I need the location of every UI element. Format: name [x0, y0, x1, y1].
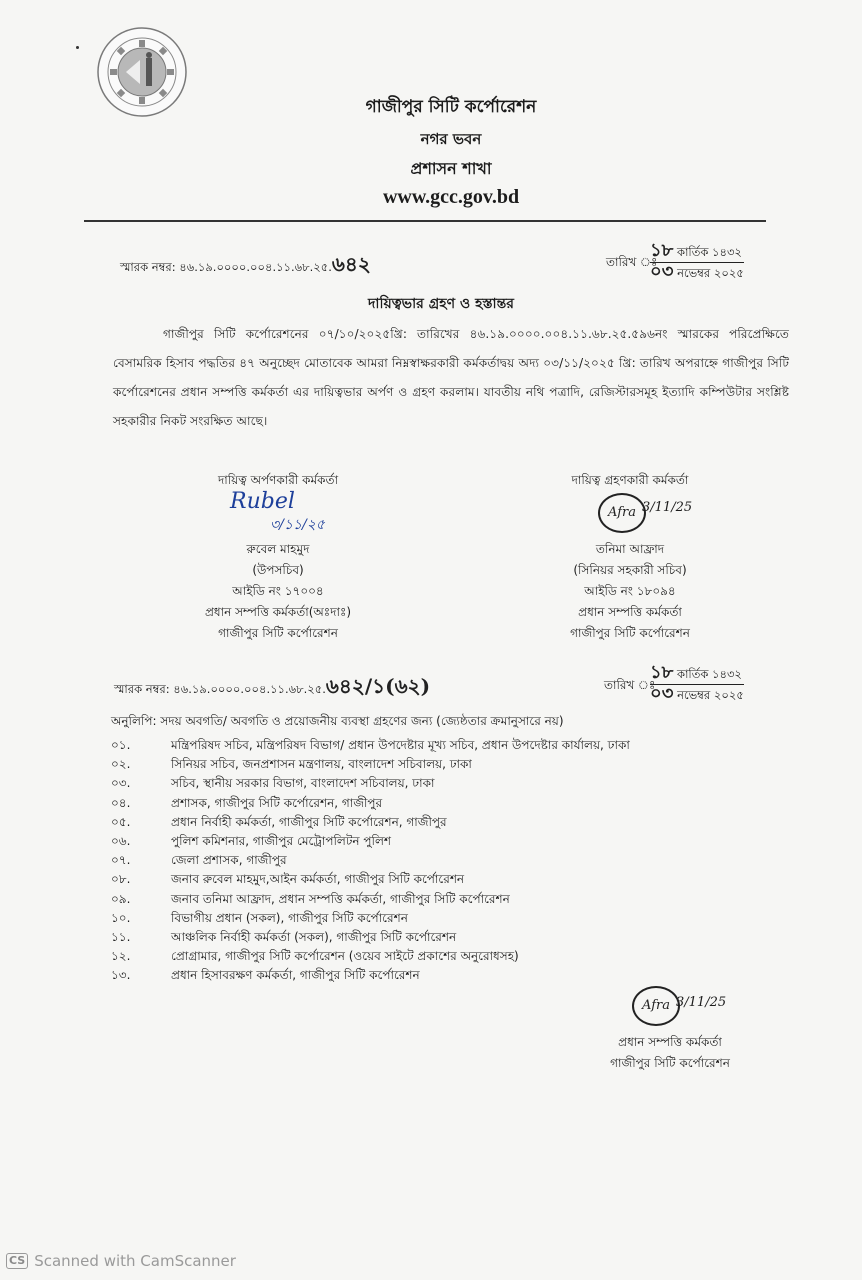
cc-item-number: ০৫.	[111, 814, 131, 829]
cc-item-text: সিনিয়র সচিব, জনপ্রশাসন মন্ত্রণালয়, বাংলাদেশ সচিবালয়, ঢাকা	[171, 757, 472, 772]
date-bangla-month-year: কার্তিক ১৪৩২	[677, 245, 742, 259]
cc-item-number: ০৩.	[111, 776, 131, 791]
cc-list-item	[111, 890, 630, 909]
cc-list-item	[111, 966, 630, 985]
cc-item-text: প্রশাসক, গাজীপুর সিটি কর্পোরেশন, গাজীপুর	[171, 795, 383, 810]
building-name: নগর ভবন	[420, 130, 482, 148]
signatory-org: গাজীপুর সিটি কর্পোরেশন	[218, 626, 338, 640]
signatory-post: প্রধান সম্পত্তি কর্মকর্তা(অঃদাঃ)	[204, 605, 352, 619]
memo-label: স্মারক নম্বর:	[120, 260, 176, 274]
cc-item-number: ০২.	[111, 757, 131, 772]
subject-heading: দায়িত্বভার গ্রহণ ও হস্তান্তর	[368, 296, 514, 312]
cc-list-item	[111, 909, 630, 928]
cc-item-number: ০৬.	[111, 833, 131, 848]
signatory-id: আইডি নং ১৭০০৪	[232, 584, 324, 598]
signature-date: 3/11/25	[642, 500, 693, 515]
signature-area	[570, 980, 770, 1032]
signature-area	[530, 491, 730, 539]
cc-item-text: প্রোগ্রামার, গাজীপুর সিটি কর্পোরেশন (ওয়েব সাইটে প্রকাশের অনুরোধসহ)	[171, 949, 519, 964]
memo-number	[120, 250, 371, 283]
date-en-month-year: নভেম্বর ২০২৫	[677, 266, 744, 280]
signatory-post: প্রধান সম্পত্তি কর্মকর্তা	[618, 1035, 722, 1049]
signature-area	[178, 491, 378, 539]
signatory-title: দায়িত্ব গ্রহণকারী কর্মকর্তা	[571, 473, 689, 487]
cc-item-text: প্রধান নির্বাহী কর্মকর্তা, গাজীপুর সিটি কর্পোরেশন, গাজীপুর	[171, 814, 447, 829]
cc-list-item	[111, 794, 630, 813]
cc-item-number: ১১.	[111, 929, 131, 944]
date-label: তারিখ ঃ	[604, 678, 656, 692]
body-paragraph	[113, 320, 789, 436]
cc-item-text: সচিব, স্থানীয় সরকার বিভাগ, বাংলাদেশ সচিবালয়, ঢাকা	[171, 776, 435, 791]
cc-item-number: ১২.	[111, 949, 131, 964]
cc-item-text: প্রধান হিসাবরক্ষণ কর্মকর্তা, গাজীপুর সিটি কর্পোরেশন	[171, 968, 420, 983]
memo-number-handwritten: ৬৪২	[331, 252, 371, 276]
memo-number-printed: ৪৬.১৯.০০০০.০০৪.১১.৬৮.২৫.	[179, 260, 332, 274]
camscanner-watermark	[6, 1252, 236, 1270]
memo-number-cc	[114, 672, 430, 705]
cc-list-item	[111, 851, 630, 870]
scan-speck	[76, 46, 79, 49]
signature-scribble: Afra	[598, 493, 646, 533]
cc-item-number: ১৩.	[111, 968, 131, 983]
cc-list-item	[111, 870, 630, 889]
date-block	[650, 664, 744, 704]
cc-item-text: জেলা প্রশাসক, গাজীপুর	[171, 853, 287, 868]
date-en-day: ০৩	[650, 261, 674, 282]
org-name: গাজীপুর সিটি কর্পোরেশন	[365, 97, 537, 117]
camscanner-logo-icon: CS	[6, 1253, 28, 1269]
date-block	[650, 242, 744, 282]
memo-number-printed: ৪৬.১৯.০০০০.০০৪.১১.৬৮.২৫.	[173, 682, 326, 696]
header-divider	[84, 220, 766, 222]
cc-item-number: ০৮.	[111, 872, 131, 887]
cc-item-number: ০৪.	[111, 795, 131, 810]
signature-scribble: Rubel	[230, 489, 295, 514]
signature-scribble: Afra	[632, 986, 680, 1026]
cc-list	[111, 736, 630, 985]
signature-date: ৩/১১/২৫	[270, 517, 325, 533]
signatory-org: গাজীপুর সিটি কর্পোরেশন	[570, 626, 690, 640]
memo-label: স্মারক নম্বর:	[114, 682, 170, 696]
signatory-post: প্রধান সম্পত্তি কর্মকর্তা	[578, 605, 682, 619]
body-text: গাজীপুর সিটি কর্পোরেশনের ০৭/১০/২০২৫খ্রি: তারিখের ৪৬.১৯.০০০০.০০৪.১১.৬৮.২৫.৫৯৬নং স্মারকের পরিপ্রেক্ষিতে বেসামরিক হিসাব পদ্ধতির ৪৭ অনুচ্ছেদ মোতাবেক আমরা নিম্নস্বাক্ষরকারী কর্মকর্তাদ্বয় অদ্য ০৩/১১/২০২৫ খ্রি: তারিখ অপরাহ্নে গাজীপুর সিটি কর্পোরেশনের প্রধান সম্পত্তি কর্মকর্তা এর দায়িত্বভার অর্পণ ও গ্রহণ করলাম। যাবতীয় নথি পত্রাদি, রেজিস্টারসমূহ ইত্যাদি কম্পিউটার সংশ্লিষ্ট সহকারীর নিকট সংরক্ষিত আছে।	[113, 327, 789, 428]
branch-name: প্রশাসন শাখা	[410, 159, 492, 178]
signatory-title: দায়িত্ব অর্পণকারী কর্মকর্তা	[217, 473, 339, 487]
cc-list-item	[111, 947, 630, 966]
signatory-designation: (সিনিয়র সহকারী সচিব)	[573, 563, 687, 577]
cc-list-item	[111, 774, 630, 793]
cc-item-number: ১০.	[111, 910, 131, 925]
signatory-name: তনিমা আফ্রাদ	[595, 542, 665, 556]
date-en-month-year: নভেম্বর ২০২৫	[677, 688, 744, 702]
signatory-designation: (উপসচিব)	[252, 563, 304, 577]
cc-list-item	[111, 755, 630, 774]
cc-item-number: ০৭.	[111, 853, 131, 868]
date-label: তারিখ ঃ	[606, 255, 658, 269]
signatory-org: গাজীপুর সিটি কর্পোরেশন	[610, 1056, 730, 1070]
cc-item-number: ০১.	[111, 738, 131, 752]
date-bangla-day: ১৮	[650, 662, 674, 683]
cc-item-text: বিভাগীয় প্রধান (সকল), গাজীপুর সিটি কর্পোরেশন	[171, 910, 408, 925]
cc-list-item	[111, 928, 630, 947]
cc-item-text: আঞ্চলিক নির্বাহী কর্মকর্তা (সকল), গাজীপুর সিটি কর্পোরেশন	[171, 929, 457, 944]
cc-item-text: মন্ত্রিপরিষদ সচিব, মন্ত্রিপরিষদ বিভাগ/ প্রধান উপদেষ্টার মূখ্য সচিব, প্রধান উপদেষ্টার কার্যালয়, ঢাকা	[171, 738, 630, 752]
date-bangla-day: ১৮	[650, 240, 674, 261]
signatory-handing-over	[178, 470, 378, 644]
cc-item-text: পুলিশ কমিশনার, গাজীপুর মেট্রোপলিটন পুলিশ	[171, 833, 391, 848]
cc-list-item	[111, 813, 630, 832]
signatory-id: আইডি নং ১৮০৯৪	[584, 584, 676, 598]
date-bangla-month-year: কার্তিক ১৪৩২	[677, 667, 742, 681]
cc-list-item	[111, 832, 630, 851]
signatory-taking-over	[530, 470, 730, 644]
cc-item-text: জনাব তনিমা আফ্রাদ, প্রধান সম্পত্তি কর্মকর্তা, গাজীপুর সিটি কর্পোরেশন	[171, 891, 510, 906]
date-en-day: ০৩	[650, 683, 674, 704]
signature-date: 3/11/25	[676, 995, 727, 1010]
cc-item-text: জনাব রুবেল মাহমুদ,আইন কর্মকর্তা, গাজীপুর সিটি কর্পোরেশন	[171, 872, 465, 887]
cc-item-number: ০৯.	[111, 891, 131, 906]
signatory-name: রুবেল মাহমুদ	[246, 542, 310, 556]
watermark-text: Scanned with CamScanner	[34, 1252, 236, 1270]
cc-list-item	[111, 736, 630, 755]
memo-number-handwritten: ৬৪২/১(৬২)	[325, 674, 431, 698]
final-signatory	[570, 980, 770, 1074]
website-link[interactable]: www.gcc.gov.bd	[382, 186, 520, 208]
cc-intro: অনুলিপি: সদয় অবগতি/ অবগতি ও প্রয়োজনীয় ব্যবস্থা গ্রহণের জন্য (জ্যেষ্ঠতার ক্রমানুসারে নয়)	[111, 714, 564, 728]
